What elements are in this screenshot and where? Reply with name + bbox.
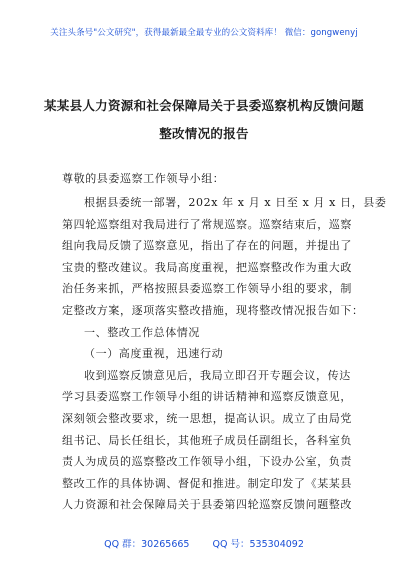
body-line: 根据县委统一部署，202x 年 x 月 x 日至 x 月 x 日，县委 bbox=[84, 196, 387, 209]
footer-contact bbox=[0, 536, 408, 550]
body-line: 定整改方案，逐项落实整改措施，现将整改情况报告如下： bbox=[62, 303, 364, 317]
header-banner: 关注头条号"公文研究"，获得最新最全最专业的公文资料库！ 微信：gongwenyj bbox=[50, 28, 358, 38]
footer-qq-number: QQ 号：535304092 bbox=[212, 539, 304, 550]
footer-qq-group: QQ 群：30265665 bbox=[104, 539, 190, 550]
section-heading: 一、整改工作总体情况 bbox=[84, 325, 200, 339]
body-line: 深刻领会整改要求，统一思想，提高认识。成立了由局党 bbox=[62, 411, 352, 425]
body-line: 组向我局反馈了巡察意见，指出了存在的问题，并提出了 bbox=[62, 239, 352, 253]
document-title-line-1: 某某县人力资源和社会保障局关于县委巡察机构反馈问题 bbox=[43, 98, 364, 113]
document-title-line-2: 整改情况的报告 bbox=[159, 126, 249, 141]
body-line: 宝贵的整改建议。我局高度重视，把巡察整改作为重大政 bbox=[62, 260, 352, 274]
subsection-heading: （一）高度重视，迅速行动 bbox=[84, 347, 224, 361]
body-line: 第四轮巡察组对我局进行了常规巡察。巡察结束后，巡察 bbox=[62, 217, 352, 231]
body-line: 学习县委巡察工作领导小组的讲话精神和巡察反馈意见， bbox=[62, 390, 352, 404]
body-line: 治任务来抓，严格按照县委巡察工作领导小组的要求，制 bbox=[62, 282, 352, 296]
body-line: 责人为成员的巡察整改工作领导小组，下设办公室，负责 bbox=[62, 455, 352, 469]
body-line: 整改工作的具体协调、督促和推进。制定印发了《某某县 bbox=[62, 476, 352, 490]
body-line: 组书记、局长任组长，其他班子成员任副组长，各科室负 bbox=[62, 433, 352, 447]
body-line: 人力资源和社会保障局关于县委第四轮巡察反馈问题整改 bbox=[62, 498, 352, 512]
document-body bbox=[62, 192, 387, 516]
body-line: 收到巡察反馈意见后，我局立即召开专题会议，传达 bbox=[84, 368, 351, 382]
salutation: 尊敬的县委巡察工作领导小组： bbox=[62, 172, 225, 185]
